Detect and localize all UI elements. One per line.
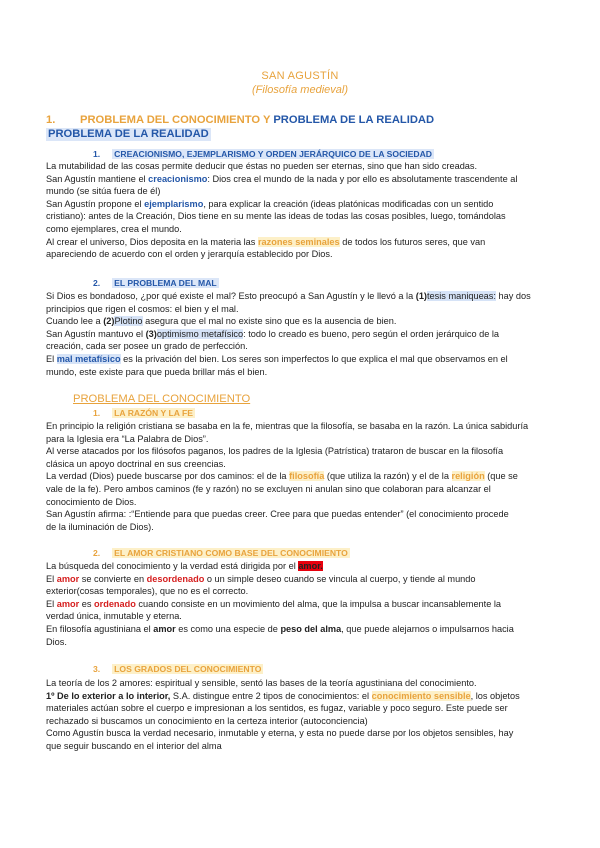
subheading-creacionismo bbox=[93, 148, 434, 161]
section-number: 1. bbox=[46, 114, 56, 126]
text-line: Como Agustín busca la verdad necesario, inmutable y eterna, y esta no puede darse por los objetos sensibles, hay bbox=[46, 728, 514, 739]
term-razones-seminales: razones seminales bbox=[257, 236, 340, 247]
text-line: mundo (se sitúa fuera de él) bbox=[46, 186, 161, 197]
subheading-number: 1. bbox=[93, 149, 101, 159]
heading-part-reality: PROBLEMA DE LA REALIDAD bbox=[273, 114, 435, 126]
term-amor: amor bbox=[153, 623, 176, 634]
text-line: El amor se convierte en desordenado o un simple deseo cuando se vincula al cuerpo, y tiende al mundo bbox=[46, 573, 476, 584]
text-line: que seguir buscando en el interior del alma bbox=[46, 740, 222, 751]
term-exterior-interior: 1º De lo exterior a lo interior, bbox=[46, 690, 171, 701]
subheading-label: EL AMOR CRISTIANO COMO BASE DEL CONOCIMIENTO bbox=[114, 548, 348, 558]
subheading-mal bbox=[93, 277, 219, 290]
text-line: El mal metafísico es la privación del bien. Los seres son imperfectos lo que explica el mal que observamos en el bbox=[46, 353, 508, 364]
text-line: El amor es ordenado cuando consiste en un movimiento del alma, que la impulsa a buscar incansablemente la bbox=[46, 598, 502, 609]
text-line: San Agustín mantiene el creacionismo: Dios crea el mundo de la nada y por ello es absolutamente trascendente al bbox=[46, 173, 518, 184]
text-line: Al verse atacados por los filósofos paganos, los padres de la Iglesia (Patrística) trataron de buscar en la filosofía bbox=[46, 446, 504, 457]
term-peso-del-alma: peso del alma bbox=[280, 623, 342, 634]
text-line: Dios. bbox=[46, 636, 67, 647]
term-tesis-maniqueas: tesis maniqueas: bbox=[427, 291, 496, 301]
paragraph-amor bbox=[46, 560, 566, 648]
text-line: apareciendo de acuerdo con el orden y jerarquía establecido por Dios. bbox=[46, 249, 333, 260]
text-line: Cuando lee a (2)Plotino asegura que el mal no existe sino que es la ausencia de bien. bbox=[46, 316, 397, 327]
heading-part-knowledge: PROBLEMA DEL CONOCIMIENTO bbox=[80, 114, 261, 126]
subheading-label: CREACIONISMO, EJEMPLARISMO Y ORDEN JERÁRQUICO DE LA SOCIEDAD bbox=[114, 149, 433, 159]
term-religion: religión bbox=[451, 471, 485, 482]
text-line: principios que rigen el cosmos: el bien y el mal. bbox=[46, 303, 239, 314]
document-title: SAN AGUSTÍN bbox=[261, 70, 339, 82]
text-line: vale de la fe). Pero ambos caminos (fe y razón) no se excluyen ni anulan sino que colaboran para alcanzar el bbox=[46, 483, 491, 494]
term-creacionismo: creacionismo bbox=[148, 173, 208, 184]
term-mal-metafisico: mal metafísico bbox=[56, 353, 121, 364]
text-line: San Agustín mantuvo el (3)optimismo metafísico: todo lo creado es bueno, pero según el orden jerárquico de la bbox=[46, 328, 500, 339]
term-conocimiento-sensible: conocimiento sensible bbox=[371, 690, 471, 701]
term-plotino: Plotino bbox=[114, 316, 143, 327]
paragraph-mal bbox=[46, 290, 566, 378]
text-line: En principio la religión cristiana se basaba en la fe, mientras que la filosofía, se basaba en la razón. La única sabiduría bbox=[46, 421, 529, 431]
subheading-number: 3. bbox=[93, 664, 101, 674]
text-line: San Agustín propone el ejemplarismo, para explicar la creación (ideas platónicas modificadas con un sentido bbox=[46, 198, 494, 209]
term-ordenado: ordenado bbox=[94, 598, 136, 609]
subheading-grados bbox=[93, 663, 263, 676]
text-line: cristiano): antes de la Creación, Dios tiene en su mente las ideas de todas las cosas posibles, luego, tomándolas bbox=[46, 211, 506, 222]
text-line: verdad única, inmutable y eterna. bbox=[46, 611, 182, 622]
text-line: para la Iglesia era “La Palabra de Dios”. bbox=[46, 433, 209, 444]
subheading-label: LOS GRADOS DEL CONOCIMIENTO bbox=[114, 664, 262, 674]
text-line: exterior(cosas temporales), que no es el correcto. bbox=[46, 586, 249, 597]
document-subtitle: (Filosofía medieval) bbox=[252, 84, 348, 96]
text-line: La teoría de los 2 amores: espiritual y sensible, sentó las bases de la teoría agustiniana del conocimiento. bbox=[46, 678, 477, 688]
subheading-amor bbox=[93, 547, 350, 560]
text-line: En filosofía agustiniana el amor es como una especie de peso del alma, que puede alejarnos o impulsarnos hacia bbox=[46, 623, 514, 634]
subheading-label: LA RAZÓN Y LA FE bbox=[114, 408, 193, 418]
subheading-number: 2. bbox=[93, 278, 101, 288]
term-optimismo-metafisico: optimismo metafísico bbox=[156, 328, 244, 339]
text-line: conocimiento de Dios. bbox=[46, 496, 137, 507]
text-line: La búsqueda del conocimiento y la verdad está dirigida por el amor. bbox=[46, 561, 323, 571]
term-amor: amor bbox=[56, 598, 80, 609]
term-amor: amor bbox=[56, 573, 80, 584]
text-line: clásica un apoyo doctrinal en sus creencias. bbox=[46, 458, 226, 469]
term-amor-highlight: amor. bbox=[298, 561, 323, 571]
text-line: Al crear el universo, Dios deposita en la materia las razones seminales de todos los futuros seres, que van bbox=[46, 236, 486, 247]
text-line: 1º De lo exterior a lo interior, S.A. distingue entre 2 tipos de conocimientos: el conocimiento sensible, los objetos bbox=[46, 690, 520, 701]
section-heading-conocimiento: PROBLEMA DEL CONOCIMIENTO bbox=[73, 393, 251, 405]
paragraph-creacionismo bbox=[46, 160, 566, 261]
section-heading-1 bbox=[46, 114, 434, 127]
text-line: rechazado si buscamos un conocimiento en la certeza interior (autoconciencia) bbox=[46, 715, 368, 726]
section-heading-reality: PROBLEMA DE LA REALIDAD bbox=[48, 128, 209, 140]
subheading-number: 1. bbox=[93, 408, 101, 418]
subheading-number: 2. bbox=[93, 548, 101, 558]
heading-connector: Y bbox=[260, 114, 274, 126]
text-line: San Agustín afirma: :“Entiende para que puedas creer. Cree para que puedas entender” (el conocimiento procede bbox=[46, 509, 509, 520]
text-line: mundo, este existe para que pueda brillar más el bien. bbox=[46, 366, 268, 377]
term-desordenado: desordenado bbox=[146, 573, 205, 584]
text-line: La mutabilidad de las cosas permite deducir que éstas no pueden ser eternas, sino que han sido creadas. bbox=[46, 161, 478, 171]
term-filosofia: filosofía bbox=[289, 471, 325, 482]
text-line: La verdad (Dios) puede buscarse por dos caminos: el de la filosofía (que utiliza la razón) y el de la religión (que se bbox=[46, 471, 518, 482]
text-line: creación, cada ser posee un grado de perfección. bbox=[46, 341, 248, 352]
text-line: materiales actúan sobre el cuerpo e impresionan a los sentidos, es fugaz, variable y poco seguro. Este puede ser bbox=[46, 703, 508, 714]
subheading-label: EL PROBLEMA DEL MAL bbox=[114, 278, 217, 288]
paragraph-grados bbox=[46, 677, 566, 753]
paragraph-razon-fe bbox=[46, 420, 566, 533]
subheading-razon-fe bbox=[93, 407, 195, 420]
term-ejemplarismo: ejemplarismo bbox=[144, 198, 204, 209]
text-line: Si Dios es bondadoso, ¿por qué existe el mal? Esto preocupó a San Agustín y le llevó a la (1)tesis maniqueas: hay dos bbox=[46, 291, 531, 301]
text-line: como ejemplares, crea el mundo. bbox=[46, 223, 182, 234]
text-line: de la iluminación de Dios). bbox=[46, 521, 154, 532]
